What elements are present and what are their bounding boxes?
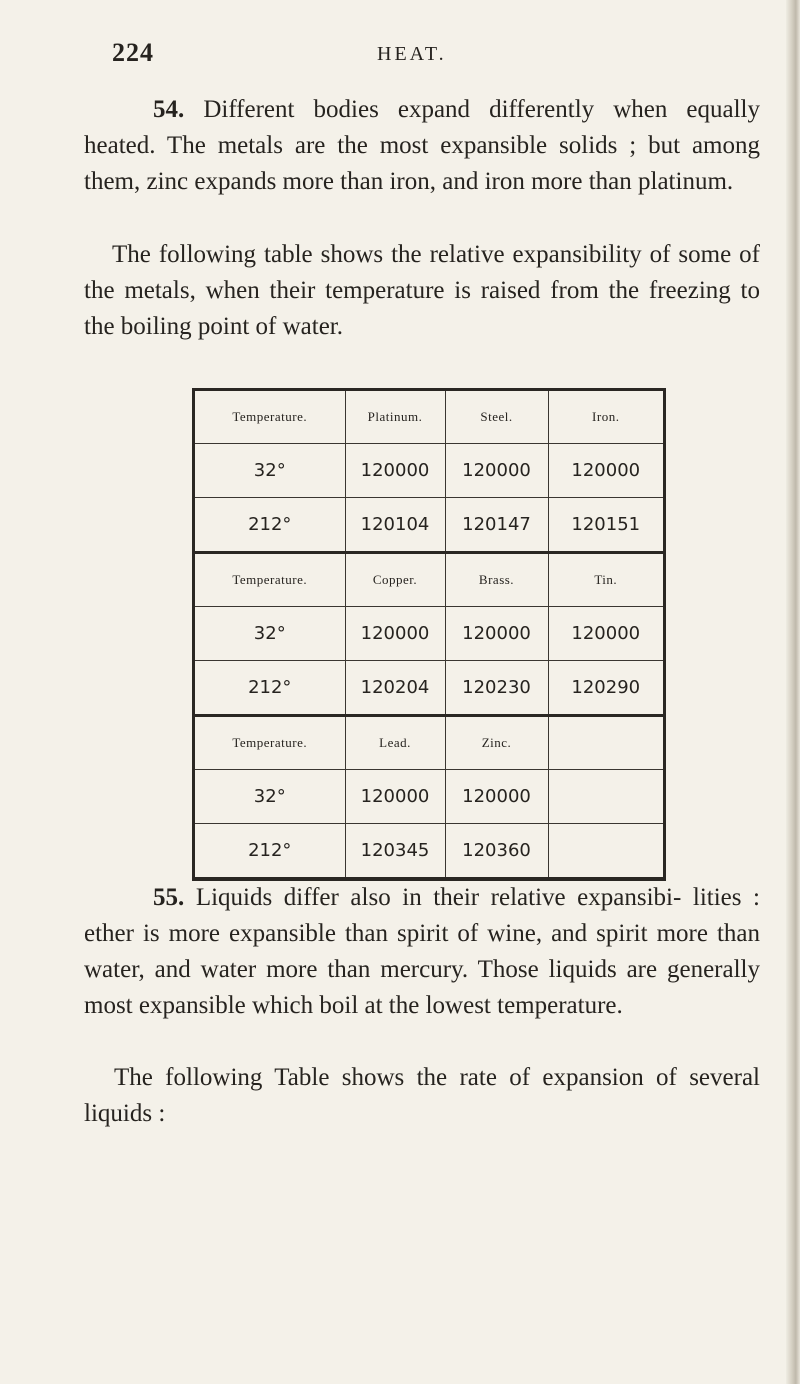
table-cell: 120230 [445, 661, 548, 716]
table-cell: 120360 [445, 824, 548, 878]
table-cell: 120204 [345, 661, 445, 716]
page-number: 224 [112, 38, 154, 67]
table-header-cell: Platinum. [345, 391, 445, 444]
table-header-cell: Temperature. [195, 553, 345, 607]
table-header-cell: Brass. [445, 553, 548, 607]
paragraph-table-intro: The following table shows the relative expansibility of some of the metals, when their temperature is raised from the freezing to the boiling point of water. [84, 241, 760, 340]
table-cell: 120000 [345, 770, 445, 824]
table-row [195, 661, 663, 716]
table-header-cell: Lead. [345, 716, 445, 770]
table-header-row [195, 391, 663, 444]
table-cell: 120000 [345, 607, 445, 661]
section-number-55: 55. [153, 884, 185, 911]
table-header-cell: Temperature. [195, 716, 345, 770]
table-header-row [195, 716, 663, 770]
table-cell [548, 824, 663, 878]
table-header-cell: Iron. [592, 409, 620, 424]
table-row [195, 824, 663, 878]
table-cell: 120147 [445, 498, 548, 553]
table-cell: 120000 [548, 444, 663, 498]
table-cell: 212° [195, 498, 345, 553]
section-54-text: Different bodies expand differently when equally heated. The metals are the most expansible solids ; but among them, zinc expands more than iron, and iron more than platinum. [84, 96, 760, 195]
table-row [195, 770, 663, 824]
table-cell: 120290 [548, 661, 663, 716]
table-cell [548, 770, 663, 824]
table-header-cell: Copper. [345, 553, 445, 607]
table-cell: 32° [195, 444, 345, 498]
table-header-cell [548, 716, 663, 770]
section-55-text: Liquids differ also in their relative expansibi- lities : ether is more expansible than spirit of wine, and spirit more than water, and water more than mercury. Those liquids are generally most expansible which boil at the lowest temperature. [84, 884, 761, 1019]
paragraph-section-55 [84, 880, 760, 1024]
table-cell: 120000 [445, 444, 548, 498]
table-row [195, 444, 663, 498]
table-cell: 120151 [548, 498, 663, 553]
table-row [195, 498, 663, 553]
table-header-cell: Steel. [445, 391, 548, 444]
running-head: HEAT. [377, 43, 447, 65]
table-cell: 32° [195, 770, 345, 824]
table-row [195, 607, 663, 661]
page-header [112, 38, 712, 78]
table-header-cell: Temperature. [195, 391, 345, 444]
paragraph-section-54 [84, 92, 760, 200]
table-cell: 120000 [345, 444, 445, 498]
table-cell: 32° [195, 607, 345, 661]
table-cell: 120104 [345, 498, 445, 553]
paragraph-liquids-table-intro: The following Table shows the rate of expansion of several liquids : [84, 1064, 760, 1127]
table-cell: 212° [195, 824, 345, 878]
table-header-row [195, 553, 663, 607]
expansion-table [192, 388, 666, 881]
table-cell: 120000 [445, 770, 548, 824]
page-edge-shadow [786, 0, 800, 1384]
table-cell: 120345 [345, 824, 445, 878]
table-cell: 212° [195, 661, 345, 716]
expansion-table-grid [195, 391, 663, 877]
table-header-cell: Zinc. [445, 716, 548, 770]
section-number-54: 54. [153, 96, 185, 123]
table-cell: 120000 [445, 607, 548, 661]
table-cell: 120000 [548, 607, 663, 661]
table-header-cell: Tin. [548, 553, 663, 607]
